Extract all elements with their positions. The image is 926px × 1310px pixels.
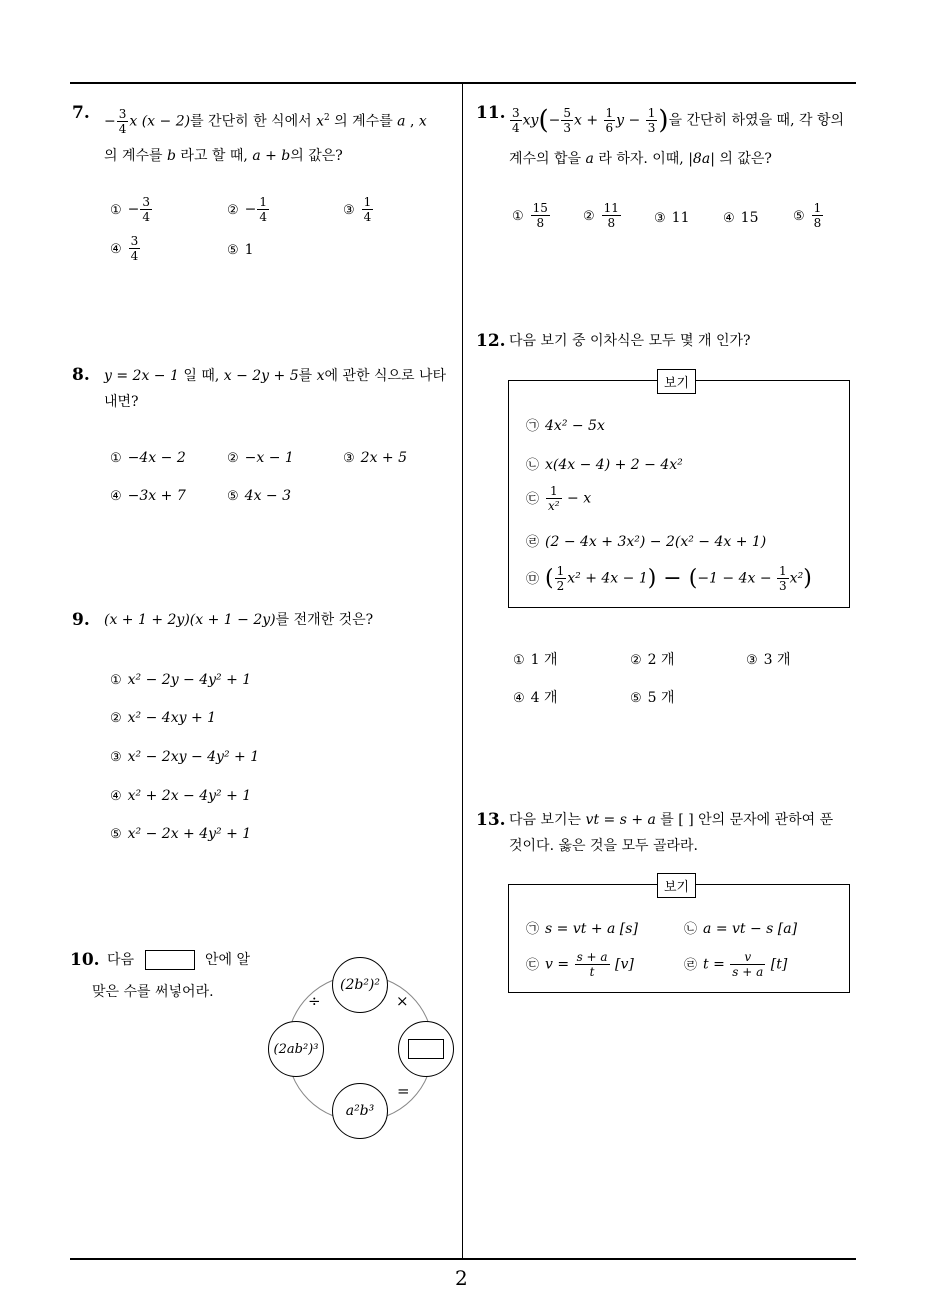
q10-multiply-op: × bbox=[396, 992, 409, 1010]
q12-item-3: ㉢ $\frac{1}{\text{x²}}$ − x bbox=[526, 484, 592, 513]
q7-option-3[interactable]: ③ $\frac{1}{4}$ bbox=[343, 195, 372, 224]
q10-node-right-blank[interactable] bbox=[408, 1039, 444, 1059]
q12-item-5: ㉤ ( $\frac{1}{2}$ x² + 4x − 1) − (−1 − 4x − $\frac{1}{3}$ x²) bbox=[526, 564, 812, 593]
q10-text2: 안에 알 bbox=[204, 952, 250, 968]
q11-option-5[interactable]: ⑤ $\frac{1}{8}$ bbox=[793, 201, 822, 230]
q12-item-1: ㉠ 4x² − 5x bbox=[526, 418, 605, 434]
q9-text1: 를 전개한 것은? bbox=[275, 612, 374, 628]
q8-text1: 일 때, bbox=[178, 368, 224, 384]
q12-bogi-label: 보기 bbox=[657, 369, 696, 394]
q10-equals-op: = bbox=[397, 1082, 410, 1100]
q8-option-3[interactable]: ③ 2x + 5 bbox=[343, 450, 407, 466]
q7-number: 7. bbox=[72, 103, 90, 123]
q7-text3: , bbox=[405, 113, 419, 130]
q9-option-1[interactable]: ① x² − 2y − 4y² + 1 bbox=[110, 672, 252, 688]
q9-number: 9. bbox=[72, 610, 90, 630]
q9-expr: (x + 1 + 2y)(x + 1 − 2y) bbox=[104, 612, 276, 628]
q9-option-2[interactable]: ② x² − 4xy + 1 bbox=[110, 710, 217, 726]
q8-option-1[interactable]: ① −4x − 2 bbox=[110, 450, 186, 466]
q7-line2 bbox=[104, 142, 343, 170]
q10-node-right[interactable] bbox=[398, 1021, 454, 1077]
q9-option-5[interactable]: ⑤ x² − 2x + 4y² + 1 bbox=[110, 826, 252, 842]
q10-line2: 맞은 수를 써넣어라. bbox=[92, 984, 214, 1000]
q7-a: a bbox=[397, 113, 406, 130]
q8-option-2[interactable]: ② −x − 1 bbox=[227, 450, 294, 466]
q13-item-2: ㉡ a = vt − s [a] bbox=[684, 921, 798, 937]
q10-number: 10. bbox=[70, 950, 100, 970]
q8-line1 bbox=[104, 362, 446, 390]
q11-number: 11. bbox=[476, 103, 506, 123]
q8-line2: 내면? bbox=[104, 394, 139, 410]
q8-x: x bbox=[316, 368, 325, 384]
q7-frac: $\frac{3}{4}$ bbox=[118, 107, 127, 137]
q13-number: 13. bbox=[476, 810, 506, 830]
q11-option-3[interactable]: ③ 11 bbox=[654, 210, 690, 226]
q11-text1: 을 간단히 하였을 때, 각 항의 bbox=[668, 112, 844, 129]
q7-apb: a + b bbox=[252, 148, 291, 164]
q7-option-5[interactable]: ⑤ 1 bbox=[227, 242, 254, 258]
q13-item-4: ㉣ t = $\frac{v}{s + a}$ [t] bbox=[684, 950, 788, 979]
q7-line1: − $\frac{3}{4}$ x (x − 2)를 간단히 한 식에서 $x^2$ 의 계수를 a , x bbox=[104, 107, 427, 137]
q10-text1: 다음 bbox=[107, 952, 135, 968]
q12-option-1[interactable]: ① 1 개 bbox=[513, 652, 558, 668]
q12-item-2: ㉡ x(4x − 4) + 2 − 4x² bbox=[526, 457, 683, 473]
q12-item-4: ㉣ (2 − 4x + 3x²) − 2(x² − 4x + 1) bbox=[526, 534, 767, 550]
q7-x: x bbox=[418, 113, 427, 130]
q13-bogi-label: 보기 bbox=[657, 873, 696, 898]
q7-text2: 의 계수를 bbox=[329, 113, 398, 130]
q10-node-top: (2b²)² bbox=[332, 957, 388, 1013]
q8-option-5[interactable]: ⑤ 4x − 3 bbox=[227, 488, 291, 504]
q9-option-3[interactable]: ③ x² − 2xy − 4y² + 1 bbox=[110, 749, 260, 765]
q7-x2: x bbox=[316, 113, 324, 130]
q11-option-4[interactable]: ④ 15 bbox=[723, 210, 759, 226]
q10-line1 bbox=[107, 946, 250, 974]
q12-question: 다음 보기 중 이차식은 모두 몇 개 인가? bbox=[509, 333, 751, 349]
q8-eq2: x − 2y + 5 bbox=[223, 368, 299, 384]
q10-divide-op: ÷ bbox=[308, 992, 321, 1010]
page-number: 2 bbox=[455, 1266, 468, 1290]
q7-text5: 라고 할 때, bbox=[175, 148, 253, 164]
q7-text1: 를 간단히 한 식에서 bbox=[190, 113, 317, 130]
q8-text2: 를 bbox=[298, 368, 317, 384]
q7-option-4[interactable]: ④ $\frac{3}{4}$ bbox=[110, 234, 139, 263]
q12-option-5[interactable]: ⑤ 5 개 bbox=[630, 690, 675, 706]
q8-number: 8. bbox=[72, 365, 90, 385]
q11-line1: $\frac{3}{4}$ xy(− $\frac{5}{3}$ x + $\frac{1}{6}$ y − $\frac{1}{3}$ )을 간단히 하였을 때, 각 항의 bbox=[512, 105, 844, 136]
q10-answer-blank[interactable] bbox=[145, 950, 195, 970]
q12-option-4[interactable]: ④ 4 개 bbox=[513, 690, 558, 706]
q12-option-2[interactable]: ② 2 개 bbox=[630, 652, 675, 668]
q11-line2: 계수의 합을 a 라 하자. 이때, |8a| 의 값은? bbox=[509, 151, 772, 167]
q9-option-4[interactable]: ④ x² + 2x − 4y² + 1 bbox=[110, 788, 252, 804]
q7-option-1[interactable]: ① − $\frac{3}{4}$ bbox=[110, 195, 151, 224]
bottom-rule bbox=[70, 1258, 856, 1260]
q11-option-2[interactable]: ② $\frac{11}{8}$ bbox=[583, 201, 619, 230]
q13-item-3: ㉢ v = $\frac{s + a}{t}$ [v] bbox=[526, 950, 634, 979]
q10-node-left: (2ab²)³ bbox=[268, 1021, 324, 1077]
q13-item-1: ㉠ s = vt + a [s] bbox=[526, 921, 638, 937]
q13-line2: 것이다. 옳은 것을 모두 골라라. bbox=[509, 838, 698, 854]
q12-number: 12. bbox=[476, 331, 506, 351]
q12-option-3[interactable]: ③ 3 개 bbox=[746, 652, 791, 668]
q13-line1: 다음 보기는 vt = s + a 를 [ ] 안의 문자에 관하여 푼 bbox=[509, 812, 834, 828]
q7-b: b bbox=[167, 148, 176, 164]
q8-option-4[interactable]: ④ −3x + 7 bbox=[110, 488, 186, 504]
q8-eq1: y = 2x − 1 bbox=[104, 368, 179, 384]
q7-minus: − bbox=[104, 113, 116, 130]
q9-line1 bbox=[104, 606, 373, 634]
q11-option-1[interactable]: ① $\frac{15}{8}$ bbox=[512, 201, 548, 230]
q7-option-2[interactable]: ② − $\frac{1}{4}$ bbox=[227, 195, 268, 224]
q7-expr: x (x − 2) bbox=[129, 113, 191, 130]
column-divider bbox=[462, 82, 463, 1259]
q10-node-bottom: a²b³ bbox=[332, 1083, 388, 1139]
q7-text4: 의 계수를 bbox=[104, 148, 167, 164]
q8-text3: 에 관한 식으로 나타 bbox=[324, 368, 447, 384]
q7-text6: 의 값은? bbox=[290, 148, 343, 164]
